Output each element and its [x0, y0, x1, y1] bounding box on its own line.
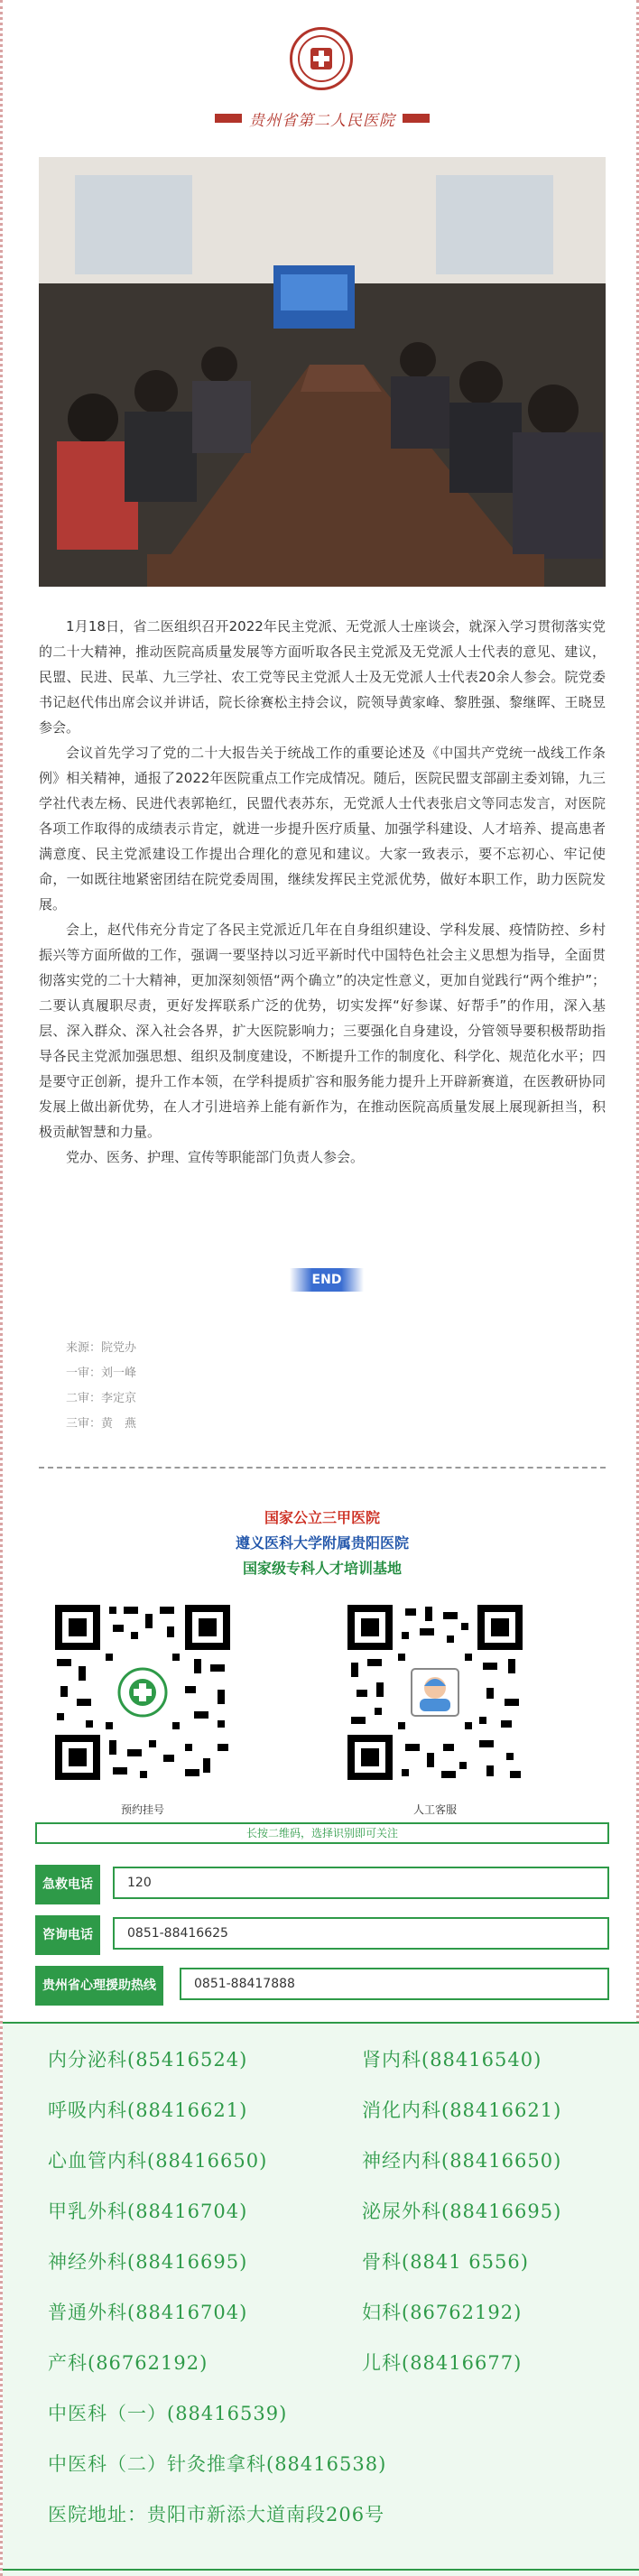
- emergency-phone-value[interactable]: 120: [113, 1867, 609, 1899]
- emergency-phone-label: 急救电话: [35, 1865, 100, 1904]
- hospital-logo-icon: [290, 27, 353, 90]
- hospital-banner: [214, 107, 431, 130]
- dept-endocrinology: 内分泌科(85416524): [48, 2049, 248, 2071]
- title-line-2: 遵义医科大学附属贵阳医院: [235, 1534, 409, 1552]
- section-divider: [39, 1467, 606, 1469]
- credits: [66, 1336, 136, 1437]
- dept-orthopedics: 骨科(8841 6556): [362, 2251, 529, 2273]
- dept-thyroid-breast-surgery: 甲乳外科(88416704): [48, 2201, 248, 2222]
- press-hint-bar: 长按二维码，选择识别即可关注: [35, 1822, 609, 1844]
- article-body: [39, 614, 606, 1170]
- dept-urology: 泌尿外科(88416695): [362, 2201, 562, 2222]
- article-paragraph: 1月18日，省二医组织召开2022年民主党派、无党派人士座谈会，就深入学习贯彻落实党的二十大精神，推动医院高质量发展等方面听取各民主党派及无党派人士代表的意见、建议，民盟、民进、民革、九三学社、农工党等民主党派人士及无党派人士代表20余人参会。院党委书记赵代伟出席会议并讲话，院长徐赛松主持会议，院领导黄家峰、黎胜强、黎继晖、王晓昱参会。: [39, 618, 606, 736]
- article-paragraph: 会议首先学习了党的二十大报告关于统战工作的重要论述及《中国共产党统一战线工作条例》相关精神，通报了2022年医院重点工作完成情况。随后，医院民盟支部副主委刘锦，九三学社代表左杨、民进代表郭艳红，民盟代表苏东，无党派人士代表张启文等同志发言，对医院各项工作取得的成绩表示肯定，就进一步提升医疗质量、加强学科建设、人才培养、提高患者满意度、民主党派建设工作提出合理化的意见和建议。大家一致表示，要不忘初心、牢记使命，一如既往地紧密团结在院党委周围，继续发挥民主党派优势，做好本职工作，助力医院发展。: [39, 745, 606, 913]
- dept-pediatrics: 儿科(88416677): [362, 2352, 523, 2374]
- psych-hotline-row: [35, 1966, 609, 2006]
- banner-bar-right: [403, 114, 430, 123]
- credit-review-2: 二审：李定京: [66, 1392, 137, 1405]
- dept-neurology: 神经内科(88416650): [362, 2150, 562, 2172]
- dept-gastroenterology: 消化内科(88416621): [362, 2099, 562, 2121]
- consult-phone-label: 咨询电话: [35, 1915, 100, 1955]
- dept-tcm-1: 中医科（一）(88416539): [48, 2403, 288, 2424]
- meeting-photo: [39, 157, 606, 587]
- appointment-qr-caption: 预约挂号: [120, 1803, 164, 1816]
- consult-phone-row: [35, 1915, 609, 1955]
- dept-neurosurgery: 神经外科(88416695): [48, 2251, 248, 2273]
- hospital-name: 贵州省第二人民医院: [249, 111, 395, 130]
- emergency-phone-row: [35, 1865, 609, 1904]
- dept-general-surgery: 普通外科(88416704): [48, 2302, 248, 2323]
- title-line-3: 国家级专科人才培训基地: [242, 1560, 402, 1577]
- dept-gynecology: 妇科(86762192): [362, 2302, 523, 2323]
- header: [3, 0, 636, 144]
- article-paragraph: 会上，赵代伟充分肯定了各民主党派近几年在自身组织建设、学科发展、疫情防控、乡村振兴等方面所做的工作，强调一要坚持以习近平新时代中国特色社会主义思想为指导，全面贯彻落实党的二十大精神，更加深刻领悟“两个确立”的决定性意义，更加自觉践行“两个维护”；二要认真履职尽责，更好发挥联系广泛的优势，切实发挥“好参谋、好帮手”的作用，深入基层、深入群众、深入社会各界，扩大医院影响力；三要强化自身建设，分管领导要积极帮助指导各民主党派加强思想、组织及制度建设，不断提升工作的制度化、科学化、规范化水平；四是要守正创新，提升工作本领，在学科提质扩容和服务能力提升上开辟新赛道，在医教研协同发展上做出新优势，在人才引进培养上能有新作为，在推动医院高质量发展上展现新担当，积极贡献智慧和力量。: [39, 922, 606, 1140]
- dept-obstetrics: 产科(86762192): [48, 2352, 208, 2374]
- end-badge: END: [290, 1268, 364, 1292]
- customer-service-qr-code[interactable]: [342, 1599, 528, 1785]
- title-line-1: 国家公立三甲医院: [264, 1509, 380, 1526]
- psych-hotline-value[interactable]: 0851-88417888: [180, 1968, 609, 2000]
- consult-phone-value[interactable]: 0851-88416625: [113, 1917, 609, 1950]
- credit-review-3: 三审：黄 燕: [66, 1417, 137, 1431]
- directory-bottom-line: [3, 2569, 639, 2571]
- banner-bar-left: [215, 114, 242, 123]
- directory-top-line: [3, 2022, 639, 2024]
- dept-respiratory: 呼吸内科(88416621): [48, 2099, 248, 2121]
- credit-review-1: 一审：刘一峰: [66, 1367, 137, 1380]
- hospital-address: 医院地址：贵阳市新添大道南段206号: [48, 2504, 385, 2525]
- credit-source: 来源：院党办: [66, 1341, 137, 1355]
- customer-service-qr-caption: 人工客服: [412, 1803, 457, 1816]
- department-directory: [3, 2022, 639, 2576]
- dept-tcm-2-acupuncture: 中医科（二）针灸推拿科(88416538): [48, 2453, 387, 2475]
- article-paragraph: 党办、医务、护理、宣传等职能部门负责人参会。: [66, 1149, 365, 1165]
- dept-nephrology: 肾内科(88416540): [362, 2049, 542, 2071]
- hospital-titles: [3, 1506, 639, 1581]
- appointment-qr-code[interactable]: [50, 1599, 236, 1785]
- psych-hotline-label: 贵州省心理援助热线: [35, 1966, 163, 2006]
- dept-cardiology: 心血管内科(88416650): [48, 2150, 268, 2172]
